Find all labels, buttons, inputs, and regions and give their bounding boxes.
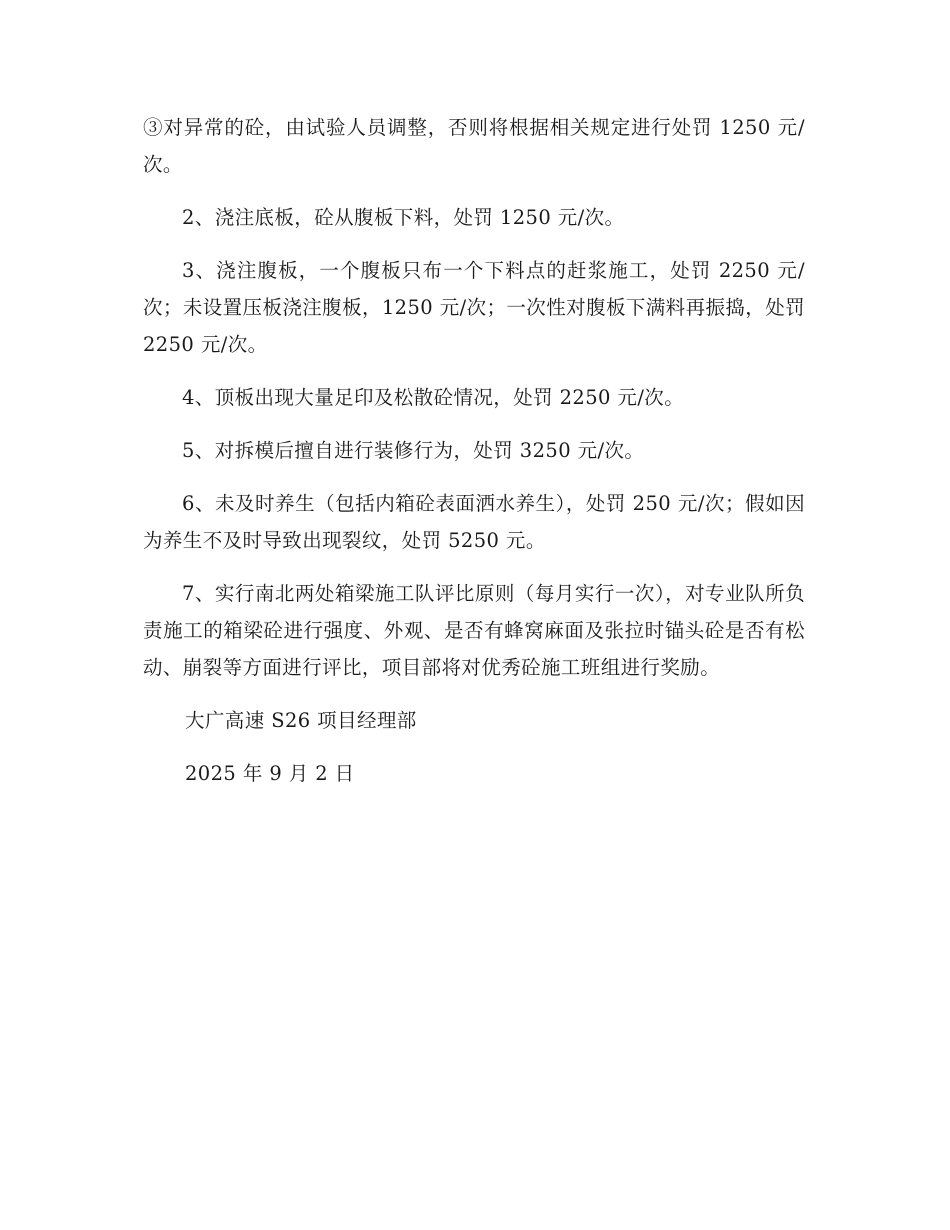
paragraph-item-2: 2、浇注底板，砼从腹板下料，处罚 1250 元/次。 bbox=[182, 206, 625, 229]
paragraph-item-5: 5、对拆模后擅自进行装修行为，处罚 3250 元/次。 bbox=[182, 439, 645, 462]
signature-organization: 大广高速 S26 项目经理部 bbox=[185, 709, 417, 732]
paragraph-item-7: 7、实行南北两处箱梁施工队评比原则（每月实行一次），对专业队所负责施工的箱梁砼进行强度、外观、是否有蜂窝麻面及张拉时锚头砼是否有松动、崩裂等方面进行评比，项目部将对优秀砼施工班组进行奖励。 bbox=[143, 582, 805, 679]
paragraph-item-6: 6、未及时养生（包括内箱砼表面洒水养生），处罚 250 元/次；假如因为养生不及时导致出现裂纹，处罚 5250 元。 bbox=[143, 492, 805, 552]
signature-date: 2025 年 9 月 2 日 bbox=[185, 762, 355, 785]
paragraph-item-4: 4、顶板出现大量足印及松散砼情况，处罚 2250 元/次。 bbox=[182, 386, 685, 409]
paragraph-item-3: ③对异常的砼，由试验人员调整，否则将根据相关规定进行处罚 1250 元/次。 bbox=[143, 116, 805, 176]
document-body bbox=[143, 109, 805, 808]
paragraph-item-3-web-pouring: 3、浇注腹板，一个腹板只布一个下料点的赶浆施工，处罚 2250 元/次；未设置压板浇注腹板，1250 元/次；一次性对腹板下满料再振捣，处罚 2250 元/次。 bbox=[143, 259, 805, 356]
